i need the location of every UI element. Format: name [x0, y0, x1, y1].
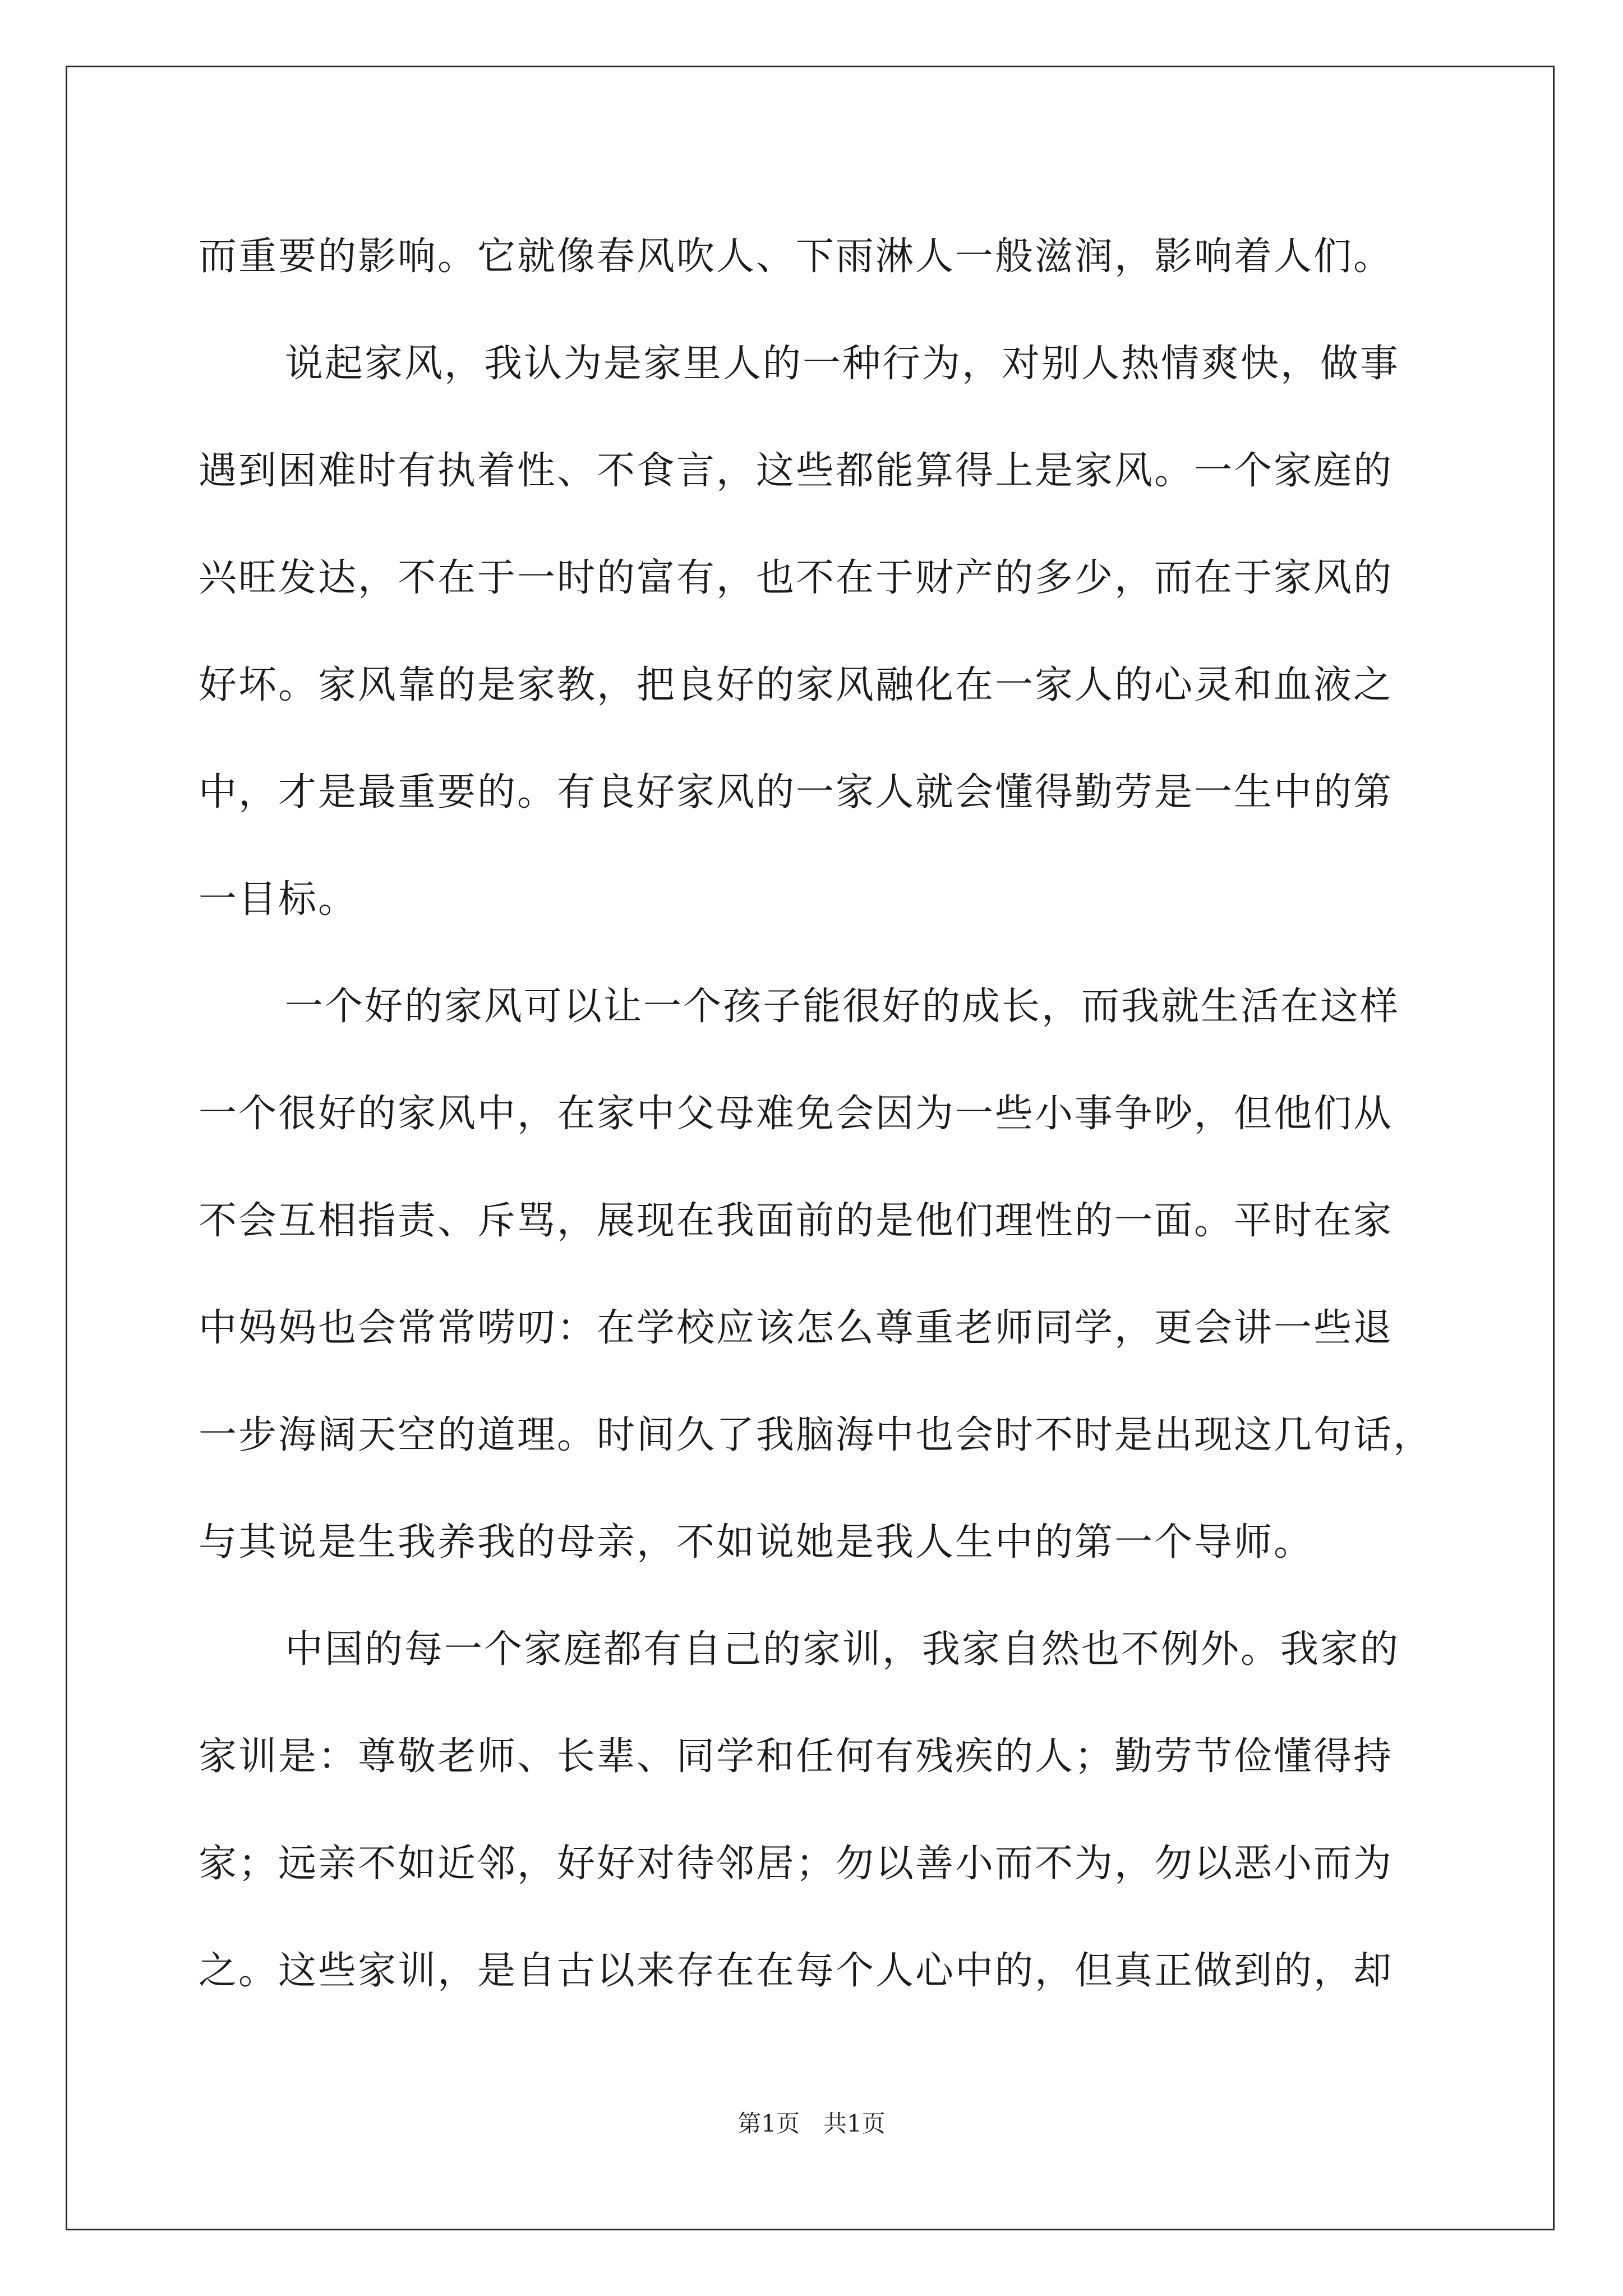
text-line: 一目标。: [199, 877, 358, 922]
text-line: 兴旺发达，不在于一时的富有，也不在于财产的多少，而在于家风的: [199, 556, 1394, 600]
text-line: 说起家风，我认为是家里人的一种行为，对别人热情爽快，做事: [285, 342, 1400, 386]
text-line: 家训是：尊敬老师、长辈、同学和任何有残疾的人；勤劳节俭懂得持: [199, 1734, 1394, 1779]
text-line: 一步海阔天空的道理。时间久了我脑海中也会时不时是出现这几句话，: [199, 1413, 1433, 1457]
text-line: 一个很好的家风中，在家中父母难免会因为一些小事争吵，但他们从: [199, 1092, 1394, 1136]
text-line: 不会互相指责、斥骂，展现在我面前的是他们理性的一面。平时在家: [199, 1199, 1394, 1243]
text-line: 与其说是生我养我的母亲，不如说她是我人生中的第一个导师。: [199, 1520, 1314, 1565]
text-line: 遇到困难时有执着性、不食言，这些都能算得上是家风。一个家庭的: [199, 449, 1394, 493]
text-line: 中妈妈也会常常唠叨：在学校应该怎么尊重老师同学，更会讲一些退: [199, 1306, 1394, 1350]
text-line: 之。这些家训，是自古以来存在在每个人心中的，但真正做到的，却: [199, 1949, 1394, 1993]
document-body: [199, 223, 1455, 2045]
text-line: 中，才是最重要的。有良好家风的一家人就会懂得勤劳是一生中的第: [199, 770, 1394, 815]
text-line: 而重要的影响。它就像春风吹人、下雨淋人一般滋润，影响着人们。: [199, 234, 1394, 279]
text-line: 好坏。家风靠的是家教，把良好的家风融化在一家人的心灵和血液之: [199, 663, 1394, 707]
text-line: 中国的每一个家庭都有自己的家训，我家自然也不例外。我家的: [285, 1627, 1400, 1672]
text-line: 一个好的家风可以让一个孩子能很好的成长，而我就生活在这样: [285, 984, 1400, 1029]
text-line: 家；远亲不如近邻，好好对待邻居；勿以善小而不为，勿以恶小而为: [199, 1842, 1394, 1886]
page-number-footer: 第1页 共1页: [737, 2110, 886, 2137]
